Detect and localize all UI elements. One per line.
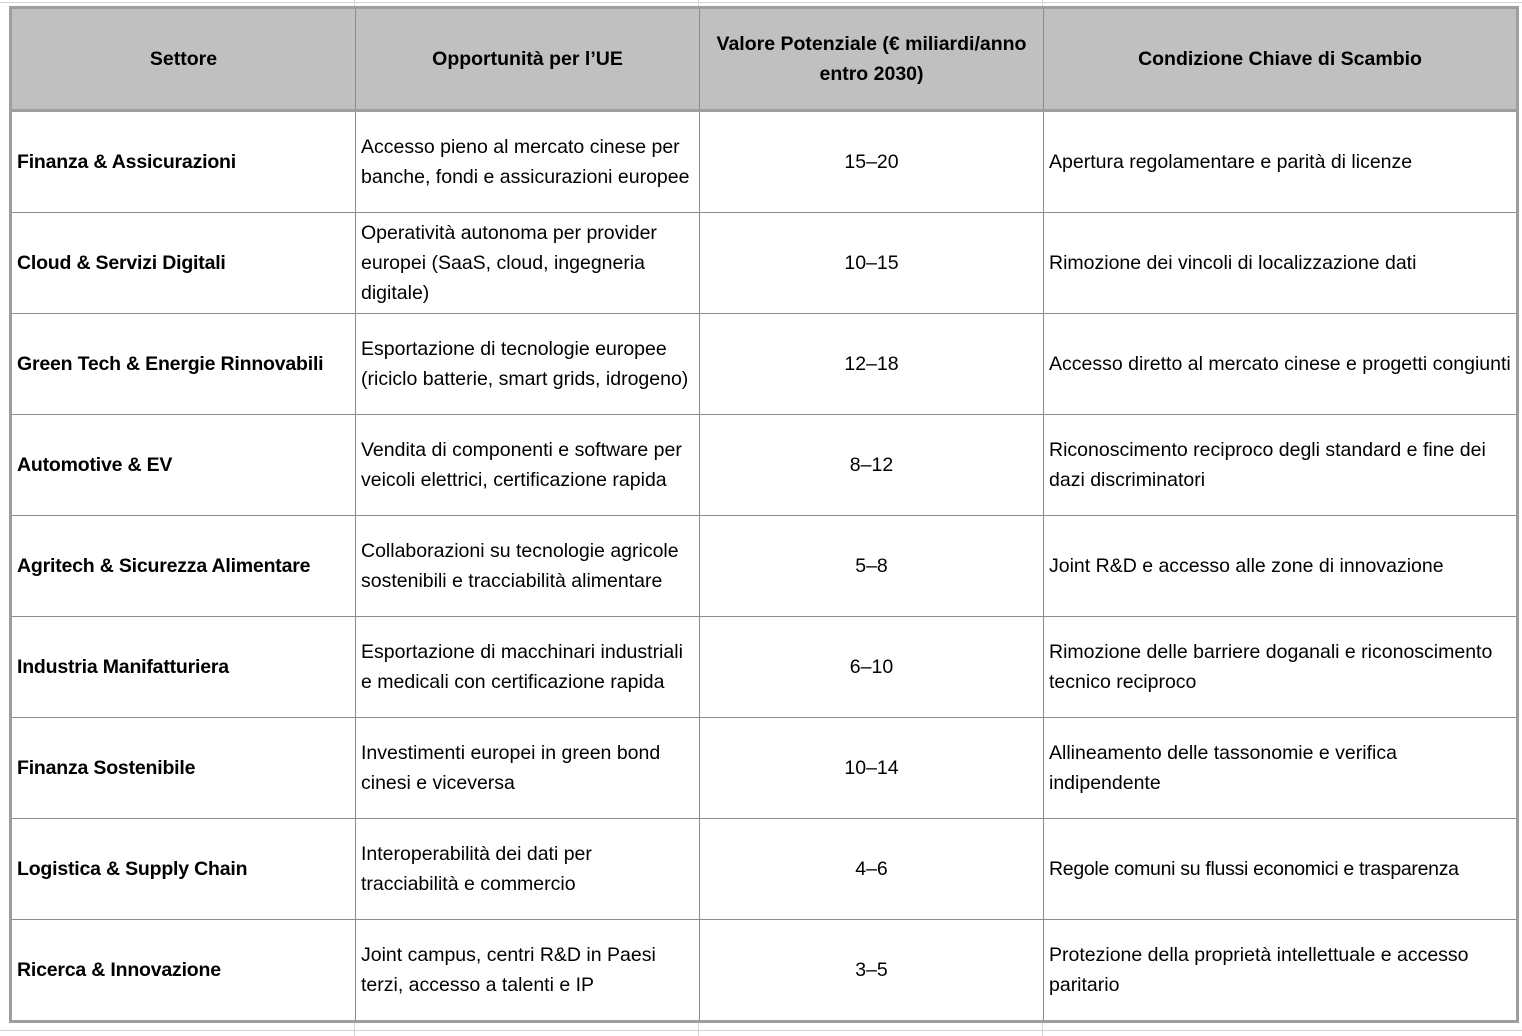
table-row [11, 920, 1518, 1022]
cell-sector[interactable]: Automotive & EV [11, 415, 356, 516]
cell-opportunity[interactable]: Collaborazioni su tecnologie agricole sostenibili e tracciabilità alimentare [356, 516, 700, 617]
cell-sector[interactable]: Green Tech & Energie Rinnovabili [11, 314, 356, 415]
cell-sector[interactable]: Cloud & Servizi Digitali [11, 213, 356, 314]
header-condition[interactable]: Condizione Chiave di Scambio [1044, 8, 1518, 111]
cell-sector[interactable]: Finanza Sostenibile [11, 718, 356, 819]
table-row [11, 213, 1518, 314]
cell-opportunity[interactable]: Joint campus, centri R&D in Paesi terzi, accesso a talenti e IP [356, 920, 700, 1022]
cell-opportunity[interactable]: Interoperabilità dei dati per tracciabilità e commercio [356, 819, 700, 920]
cell-opportunity[interactable]: Investimenti europei in green bond cinesi e viceversa [356, 718, 700, 819]
table-row [11, 111, 1518, 213]
cell-condition[interactable]: Joint R&D e accesso alle zone di innovazione [1044, 516, 1518, 617]
header-sector[interactable]: Settore [11, 8, 356, 111]
table-row [11, 718, 1518, 819]
cell-value[interactable]: 3–5 [700, 920, 1044, 1022]
cell-sector[interactable]: Finanza & Assicurazioni [11, 111, 356, 213]
cell-value[interactable]: 6–10 [700, 617, 1044, 718]
cell-value[interactable]: 10–15 [700, 213, 1044, 314]
cell-condition[interactable]: Accesso diretto al mercato cinese e progetti congiunti [1044, 314, 1518, 415]
header-row [11, 8, 1518, 111]
table-row [11, 617, 1518, 718]
sector-opportunity-table [9, 6, 1519, 1023]
cell-condition[interactable]: Regole comuni su flussi economici e trasparenza [1044, 819, 1518, 920]
cell-opportunity[interactable]: Operatività autonoma per provider europei (SaaS, cloud, ingegneria digitale) [356, 213, 700, 314]
cell-condition[interactable]: Rimozione delle barriere doganali e riconoscimento tecnico reciproco [1044, 617, 1518, 718]
cell-sector[interactable]: Ricerca & Innovazione [11, 920, 356, 1022]
cell-opportunity[interactable]: Accesso pieno al mercato cinese per banche, fondi e assicurazioni europee [356, 111, 700, 213]
header-value[interactable]: Valore Potenziale (€ miliardi/anno entro 2030) [700, 8, 1044, 111]
header-opportunity[interactable]: Opportunità per l’UE [356, 8, 700, 111]
cell-opportunity[interactable]: Vendita di componenti e software per veicoli elettrici, certificazione rapida [356, 415, 700, 516]
cell-value[interactable]: 10–14 [700, 718, 1044, 819]
cell-value[interactable]: 5–8 [700, 516, 1044, 617]
cell-value[interactable]: 8–12 [700, 415, 1044, 516]
cell-sector[interactable]: Industria Manifatturiera [11, 617, 356, 718]
table-row [11, 819, 1518, 920]
cell-condition[interactable]: Riconoscimento reciproco degli standard e fine dei dazi discriminatori [1044, 415, 1518, 516]
sheet-gridline [0, 1030, 1522, 1031]
cell-opportunity[interactable]: Esportazione di tecnologie europee (riciclo batterie, smart grids, idrogeno) [356, 314, 700, 415]
cell-sector[interactable]: Agritech & Sicurezza Alimentare [11, 516, 356, 617]
cell-condition[interactable]: Apertura regolamentare e parità di licenze [1044, 111, 1518, 213]
cell-condition[interactable]: Protezione della proprietà intellettuale e accesso paritario [1044, 920, 1518, 1022]
table-row [11, 516, 1518, 617]
cell-value[interactable]: 12–18 [700, 314, 1044, 415]
cell-value[interactable]: 15–20 [700, 111, 1044, 213]
cell-opportunity[interactable]: Esportazione di macchinari industriali e medicali con certificazione rapida [356, 617, 700, 718]
table-row [11, 415, 1518, 516]
cell-condition[interactable]: Allineamento delle tassonomie e verifica indipendente [1044, 718, 1518, 819]
cell-value[interactable]: 4–6 [700, 819, 1044, 920]
sheet-gridline [0, 2, 1522, 3]
cell-condition[interactable]: Rimozione dei vincoli di localizzazione dati [1044, 213, 1518, 314]
table-row [11, 314, 1518, 415]
cell-sector[interactable]: Logistica & Supply Chain [11, 819, 356, 920]
